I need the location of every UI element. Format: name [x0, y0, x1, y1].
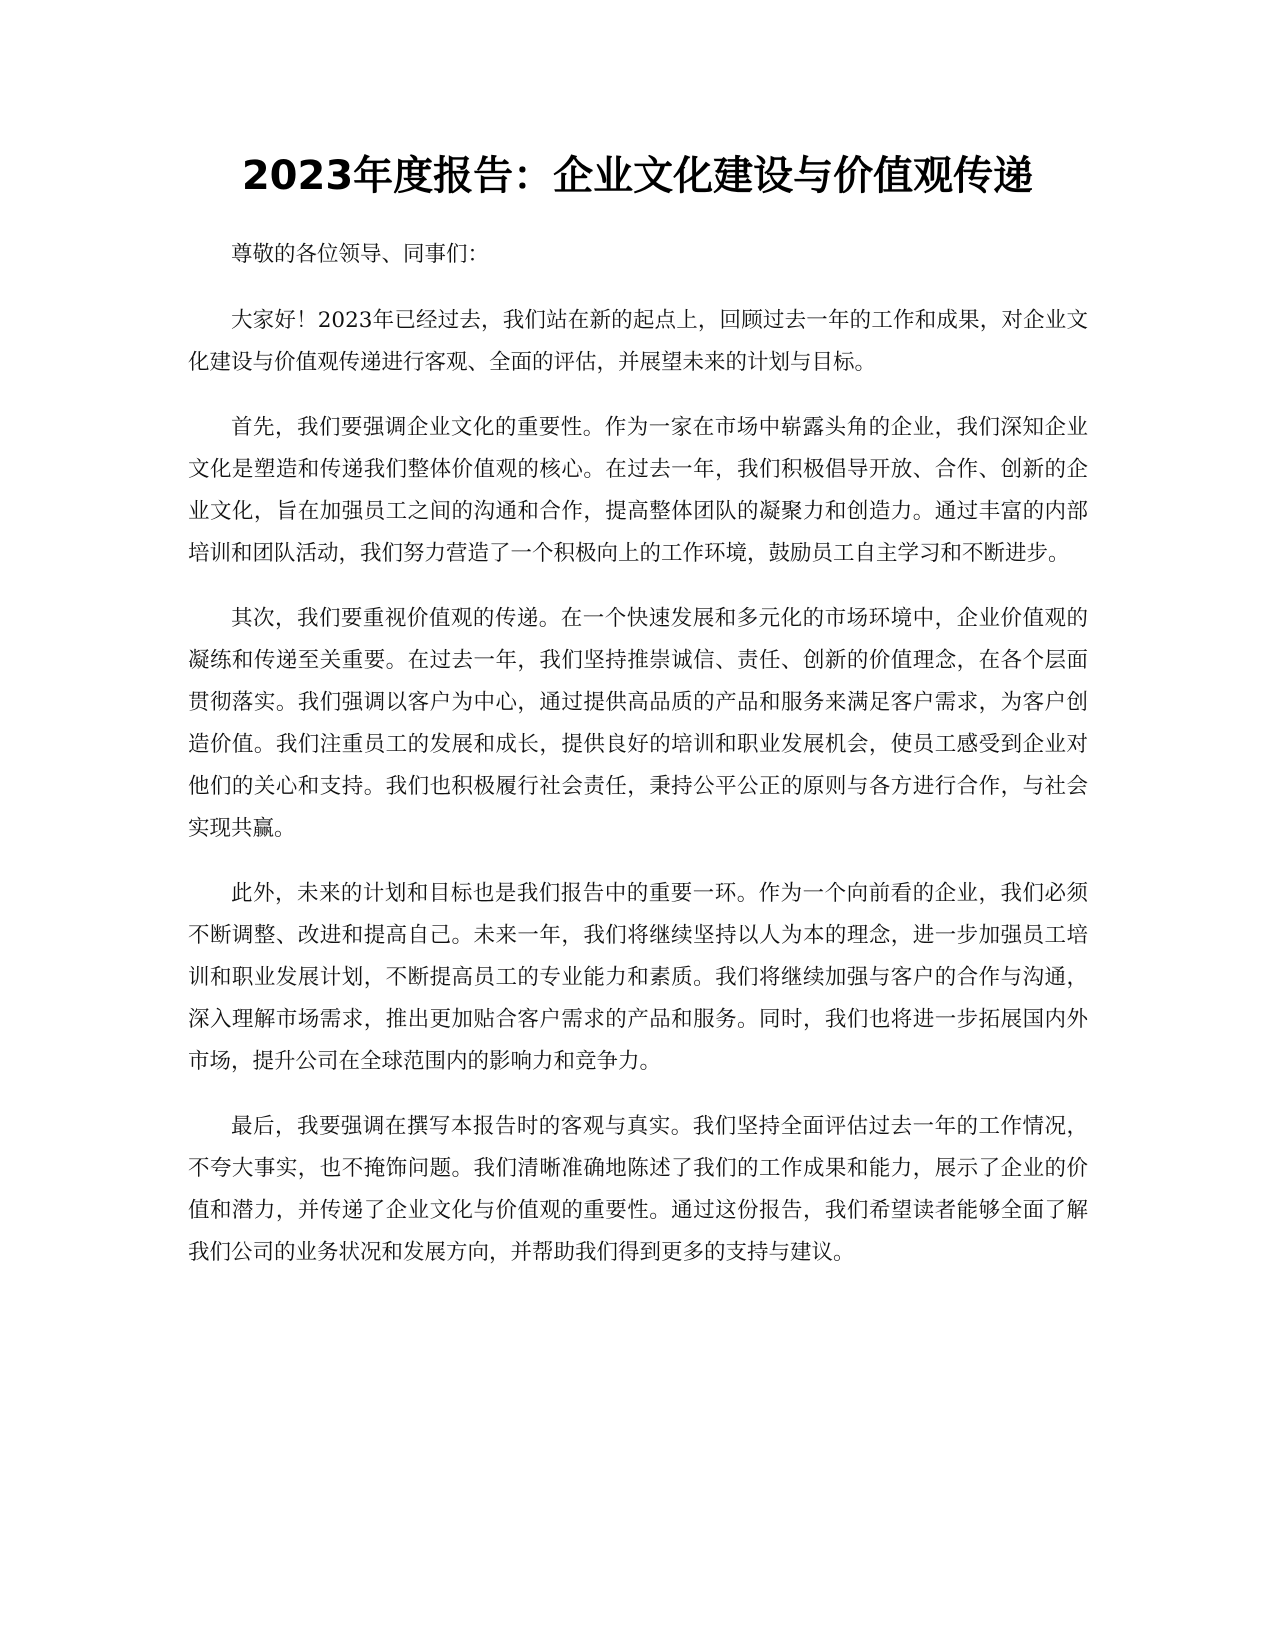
- document-title: 2023年度报告：企业文化建设与价值观传递: [241, 153, 1034, 199]
- document-body: [188, 234, 1088, 1297]
- paragraph-values: 其次，我们要重视价值观的传递。在一个快速发展和多元化的市场环境中，企业价值观的凝练和传递至关重要。在过去一年，我们坚持推崇诚信、责任、创新的价值理念，在各个层面贯彻落实。我们强调以客户为中心，通过提供高品质的产品和服务来满足客户需求，为客户创造价值。我们注重员工的发展和成长，提供良好的培训和职业发展机会，使员工感受到企业对他们的关心和支持。我们也积极履行社会责任，秉持公平公正的原则与各方进行合作，与社会实现共赢。: [188, 606, 1088, 841]
- paragraph-intro: 大家好！2023年已经过去，我们站在新的起点上，回顾过去一年的工作和成果，对企业文化建设与价值观传递进行客观、全面的评估，并展望未来的计划与目标。: [188, 308, 1088, 375]
- paragraph-conclusion: 最后，我要强调在撰写本报告时的客观与真实。我们坚持全面评估过去一年的工作情况，不夸大事实，也不掩饰问题。我们清晰准确地陈述了我们的工作成果和能力，展示了企业的价值和潜力，并传递了企业文化与价值观的重要性。通过这份报告，我们希望读者能够全面了解我们公司的业务状况和发展方向，并帮助我们得到更多的支持与建议。: [188, 1114, 1088, 1265]
- greeting-line: 尊敬的各位领导、同事们：: [231, 242, 490, 267]
- paragraph-future: 此外，未来的计划和目标也是我们报告中的重要一环。作为一个向前看的企业，我们必须不断调整、改进和提高自己。未来一年，我们将继续坚持以人为本的理念，进一步加强员工培训和职业发展计划，不断提高员工的专业能力和素质。我们将继续加强与客户的合作与沟通，深入理解市场需求，推出更加贴合客户需求的产品和服务。同时，我们也将进一步拓展国内外市场，提升公司在全球范围内的影响力和竞争力。: [188, 881, 1088, 1074]
- paragraph-culture: 首先，我们要强调企业文化的重要性。作为一家在市场中崭露头角的企业，我们深知企业文化是塑造和传递我们整体价值观的核心。在过去一年，我们积极倡导开放、合作、创新的企业文化，旨在加强员工之间的沟通和合作，提高整体团队的凝聚力和创造力。通过丰富的内部培训和团队活动，我们努力营造了一个积极向上的工作环境，鼓励员工自主学习和不断进步。: [188, 415, 1088, 566]
